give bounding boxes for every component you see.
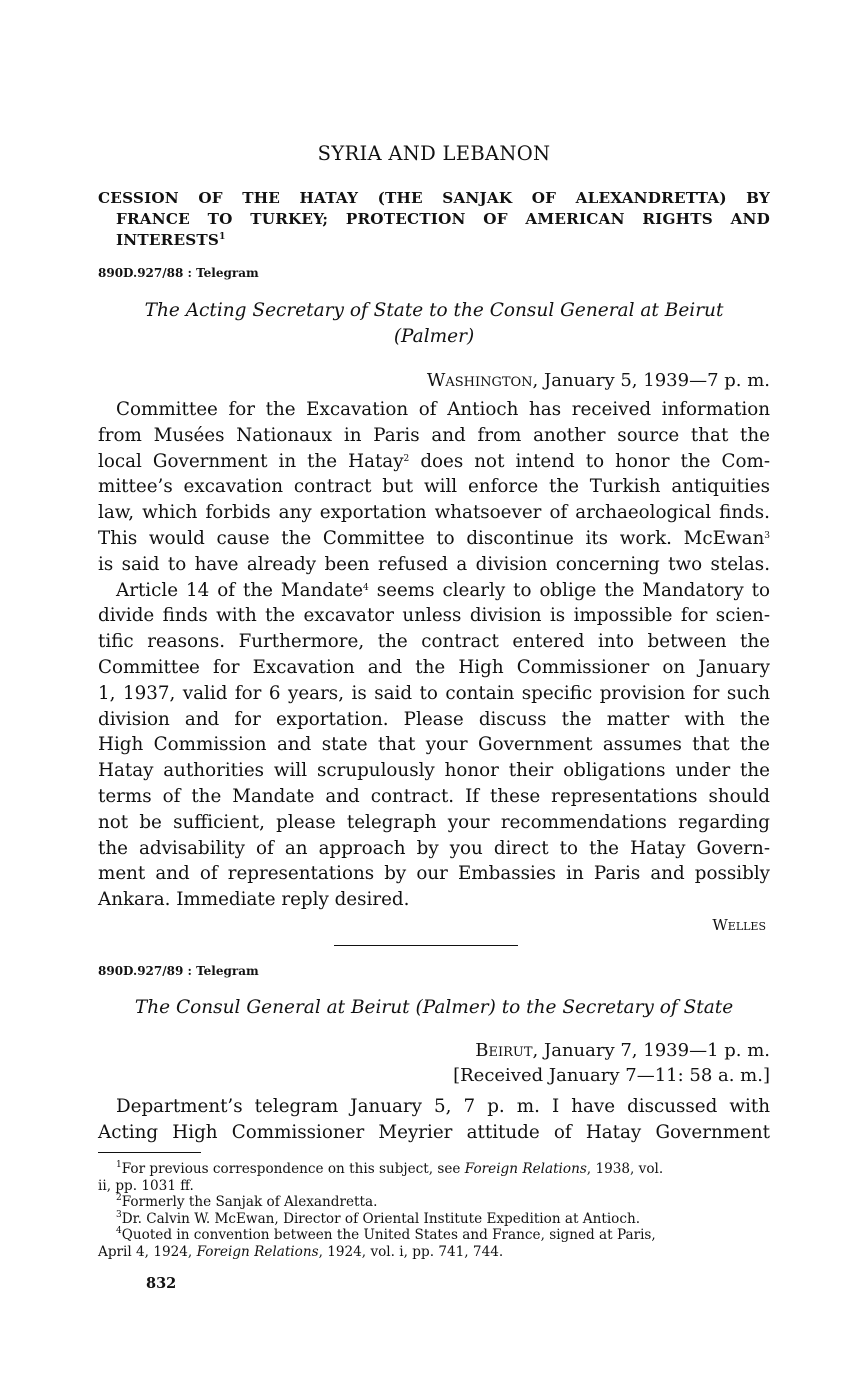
dateline-date: January 7, 1939—1 p. m. (544, 1040, 770, 1061)
footnote-ref: 4 (363, 582, 369, 593)
footnote-rule (98, 1152, 201, 1153)
footnote-ref: 1 (219, 232, 226, 242)
text-line: law, which forbids any exportation whatsoever of archaeological finds. (98, 502, 770, 524)
footnotes (98, 1161, 770, 1261)
telegram-body (98, 1094, 770, 1146)
footnote-text: Quoted in convention between the United States and France, signed at Paris, (121, 1227, 656, 1244)
section-heading-text: INTERESTS (116, 231, 220, 249)
text-line: division and for exportation. Please discuss the matter with the (98, 708, 770, 730)
footnote-italic: Foreign Relations (464, 1161, 587, 1177)
text-line: divide finds with the excavator unless division is impossible for scien- (98, 605, 770, 627)
section-heading (98, 188, 770, 251)
text-line: Committee for Excavation and the High Commissioner on January (98, 656, 770, 678)
document-title: The Consul General at Beirut (Palmer) to the Secretary of State (134, 997, 734, 1018)
page-number: 832 (146, 1275, 177, 1292)
text-line: from Musées Nationaux in Paris and from another source that the (98, 424, 770, 446)
dateline-place: Beirut, (475, 1040, 539, 1061)
dateline (453, 1038, 770, 1088)
footnote-text: , 1938, vol. (586, 1161, 664, 1177)
text-line: terms of the Mandate and contract. If these representations should (98, 785, 770, 807)
footnote-text: Dr. Calvin W. McEwan, Director of Oriental Institute Expedition at Antioch. (121, 1210, 641, 1227)
text-run: local Government in the Hatay (98, 450, 404, 472)
text-line: not be sufficient, please telegraph your recommendations regarding (98, 811, 770, 833)
footnote (98, 1227, 770, 1244)
file-number: 890D.927/89 : Telegram (98, 964, 259, 978)
text-line: 1, 1937, valid for 6 years, is said to contain specific provision for such (98, 682, 770, 704)
dateline-row (453, 1038, 770, 1063)
text-line: Acting High Commissioner Meyrier attitude of Hatay Government (98, 1121, 770, 1143)
separator-rule (334, 945, 518, 946)
footnote-mark: 3 (116, 1209, 122, 1220)
footnote-text: April 4, 1924, (98, 1243, 197, 1260)
text-line: Department’s telegram January 5, 7 p. m. I have discussed with (116, 1096, 770, 1117)
footnote-continuation (98, 1244, 770, 1261)
running-title: SYRIA AND LEBANON (317, 142, 551, 165)
footnote (98, 1194, 770, 1211)
text-run: This would cause the Committee to discontinue its work. McEwan (98, 527, 765, 549)
text-run: Article 14 of the Mandate (116, 579, 364, 601)
received-line: [Received January 7—11: 58 a. m.] (453, 1065, 770, 1086)
document-title (98, 298, 770, 350)
footnote (98, 1161, 770, 1178)
footnote-text: , 1924, vol. i, pp. 741, 744. (318, 1243, 504, 1260)
signature: Welles (712, 916, 766, 934)
text-line (98, 449, 770, 475)
footnote-text: For previous correspondence on this subject, see (121, 1161, 465, 1177)
footnote-mark: 2 (116, 1193, 122, 1204)
text-line: ment and of representations by our Embassies in Paris and possibly (98, 863, 770, 885)
text-line (98, 578, 770, 604)
section-heading-line: FRANCE TO TURKEY; PROTECTION OF AMERICAN RIGHTS AND (116, 210, 770, 228)
text-line: Committee for the Excavation of Antioch has received information (116, 399, 770, 420)
dateline-date: January 5, 1939—7 p. m. (544, 370, 770, 391)
section-heading-line (98, 230, 770, 251)
telegram-body (98, 397, 770, 913)
text-run: seems clearly to oblige the Mandatory to (376, 579, 770, 601)
footnote-ref: 3 (764, 530, 770, 541)
text-line (98, 526, 770, 552)
document-title-line: The Acting Secretary of State to the Consul General at Beirut (144, 300, 724, 321)
text-line: Ankara. Immediate reply desired. (98, 889, 410, 911)
text-line: the advisability of an approach by you direct to the Hatay Govern- (98, 837, 770, 859)
footnote-ref: 2 (403, 453, 410, 464)
dateline (427, 368, 770, 393)
footnote-italic: Foreign Relations (196, 1243, 319, 1260)
document-title-line: (Palmer) (393, 326, 475, 347)
file-number: 890D.927/88 : Telegram (98, 266, 259, 280)
dateline-place: Washington, (426, 370, 539, 391)
footnote-text: Formerly the Sanjak of Alexandretta. (121, 1194, 378, 1211)
text-line: tific reasons. Furthermore, the contract entered into between the (98, 631, 770, 653)
footnote (98, 1211, 770, 1228)
text-line: mittee’s excavation contract but will enforce the Turkish antiquities (98, 476, 770, 498)
text-line: High Commission and state that your Government assumes that the (98, 734, 770, 756)
footnote-continuation: ii, pp. 1031 ff. (98, 1177, 194, 1194)
section-heading-line: CESSION OF THE HATAY (THE SANJAK OF ALEXANDRETTA) BY (98, 189, 770, 207)
footnote-mark: 1 (116, 1160, 122, 1170)
text-line: is said to have already been refused a division concerning two stelas. (98, 553, 770, 575)
text-run: does not intend to honor the Com- (420, 450, 770, 472)
footnote-mark: 4 (116, 1226, 122, 1237)
text-line: Hatay authorities will scrupulously honor their obligations under the (98, 760, 770, 782)
